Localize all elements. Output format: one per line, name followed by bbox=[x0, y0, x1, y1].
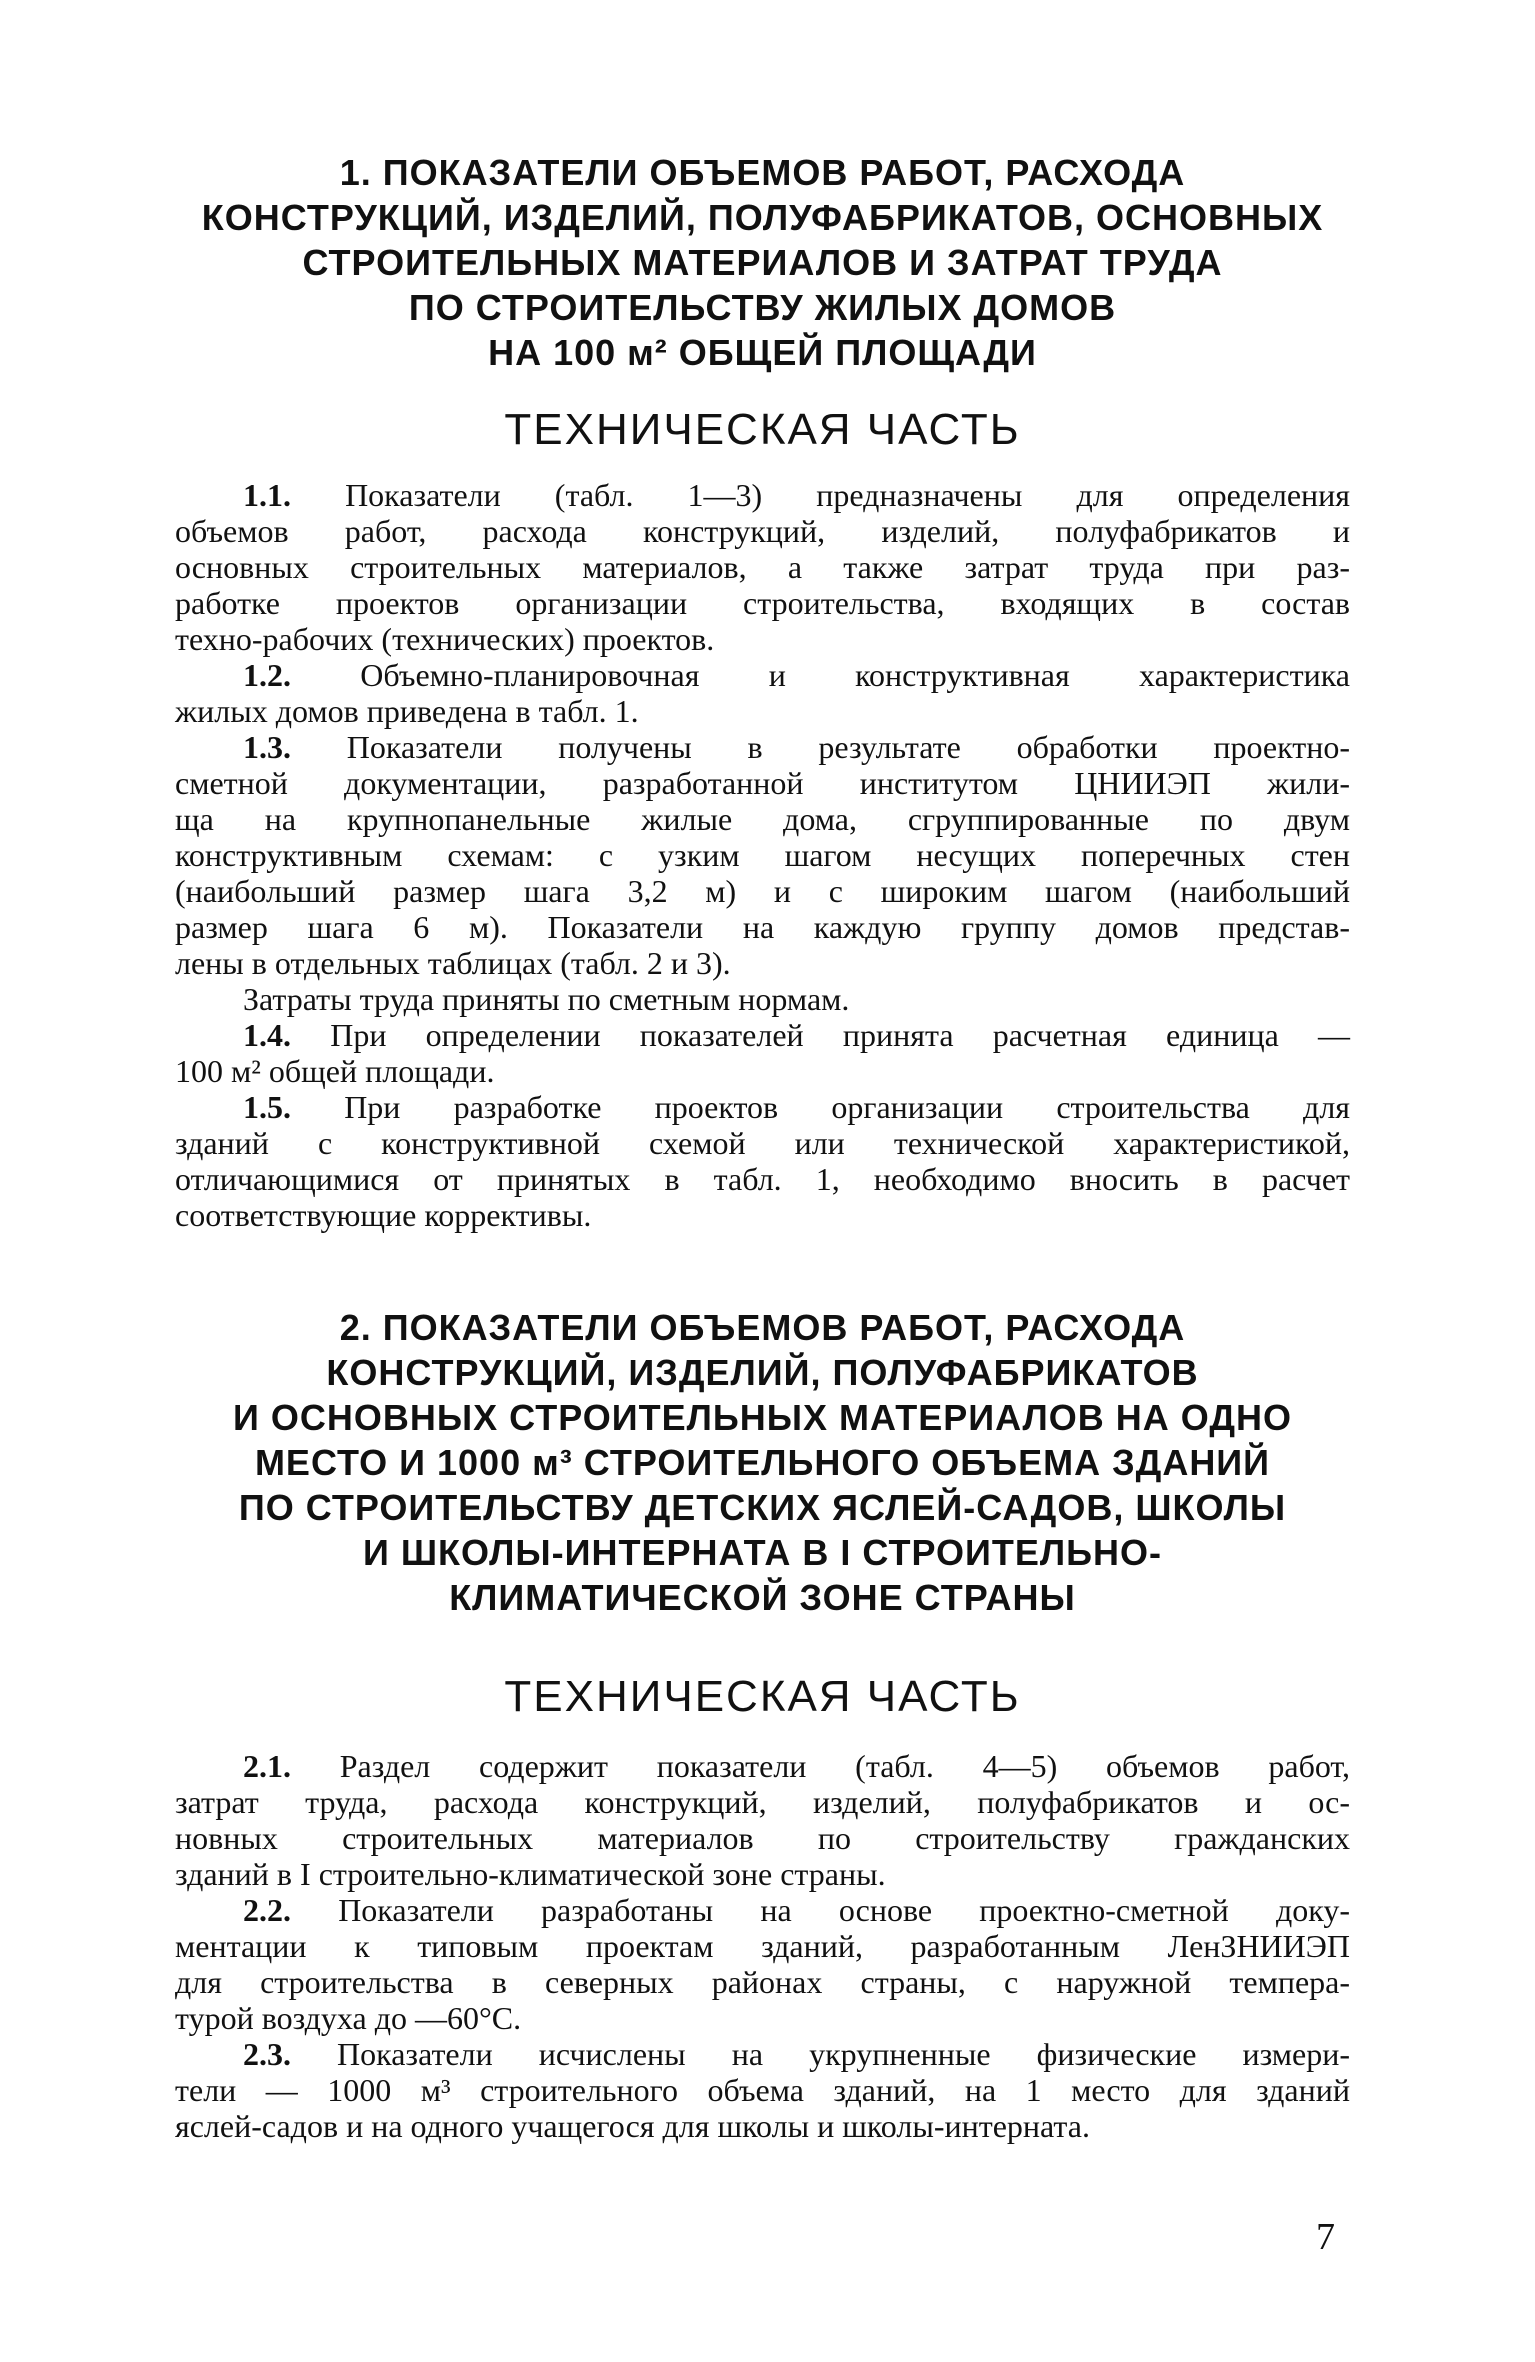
paragraph-line: 2.2. Показатели разработаны на основе проектно-сметной доку- bbox=[243, 1892, 1351, 1928]
paragraph-2-3 bbox=[175, 2036, 1350, 2144]
title-line: ПО СТРОИТЕЛЬСТВУ ЖИЛЫХ ДОМОВ bbox=[408, 287, 1117, 328]
title-line: МЕСТО И 1000 м³ СТРОИТЕЛЬНОГО ОБЪЕМА ЗДАНИЙ bbox=[254, 1442, 1271, 1483]
paragraph-line: 1.1. Показатели (табл. 1—3) предназначены для определения bbox=[243, 477, 1351, 513]
paragraph-line: техно-рабочих (технических) проектов. bbox=[175, 621, 715, 657]
paragraph-line: основных строительных материалов, а также затрат труда при раз- bbox=[175, 549, 1350, 585]
title-line: 1. ПОКАЗАТЕЛИ ОБЪЕМОВ РАБОТ, РАСХОДА bbox=[339, 152, 1186, 193]
title-line: КОНСТРУКЦИЙ, ИЗДЕЛИЙ, ПОЛУФАБРИКАТОВ bbox=[326, 1352, 1199, 1393]
title-line: 2. ПОКАЗАТЕЛИ ОБЪЕМОВ РАБОТ, РАСХОДА bbox=[339, 1307, 1186, 1348]
paragraph-2-2 bbox=[175, 1892, 1350, 2036]
paragraph-line: затрат труда, расхода конструкций, изделий, полуфабрикатов и ос- bbox=[175, 1784, 1350, 1820]
paragraph-line: для строительства в северных районах страны, с наружной темпера- bbox=[175, 1964, 1350, 2000]
paragraph-line: жилых домов приведена в табл. 1. bbox=[175, 693, 639, 729]
paragraph-line: сметной документации, разработанной институтом ЦНИИЭП жили- bbox=[175, 765, 1350, 801]
paragraph-1-3 bbox=[175, 729, 1350, 981]
title-line: ПО СТРОИТЕЛЬСТВУ ДЕТСКИХ ЯСЛЕЙ-САДОВ, ШКОЛЫ bbox=[238, 1487, 1287, 1528]
paragraph-2-1 bbox=[175, 1748, 1350, 1892]
paragraph-1-5 bbox=[175, 1089, 1350, 1233]
title-line: И ОСНОВНЫХ СТРОИТЕЛЬНЫХ МАТЕРИАЛОВ НА ОДНО bbox=[233, 1397, 1292, 1438]
paragraph-line: 1.5. При разработке проектов организации строительства для bbox=[243, 1089, 1351, 1125]
paragraph-line: 1.4. При определении показателей принята расчетная единица — bbox=[243, 1017, 1351, 1053]
paragraph-number: 1.1. bbox=[243, 477, 291, 513]
title-line: И ШКОЛЫ-ИНТЕРНАТА В I СТРОИТЕЛЬНО- bbox=[362, 1532, 1163, 1573]
paragraph-line: 2.1. Раздел содержит показатели (табл. 4—5) объемов работ, bbox=[243, 1748, 1351, 1784]
title-line: СТРОИТЕЛЬНЫХ МАТЕРИАЛОВ И ЗАТРАТ ТРУДА bbox=[302, 242, 1223, 283]
paragraph-number: 2.3. bbox=[243, 2036, 291, 2072]
section-1-body bbox=[175, 477, 1350, 1233]
paragraph-line: размер шага 6 м). Показатели на каждую группу домов представ- bbox=[175, 909, 1350, 945]
section-1-title bbox=[175, 150, 1350, 375]
paragraph-number: 2.1. bbox=[243, 1748, 291, 1784]
paragraph-line: яслей-садов и на одного учащегося для школы и школы-интерната. bbox=[175, 2108, 1090, 2144]
section-1-subtitle: ТЕХНИЧЕСКАЯ ЧАСТЬ bbox=[504, 405, 1021, 454]
paragraph-line: соответствующие коррективы. bbox=[175, 1197, 592, 1233]
paragraph-line: новных строительных материалов по строительству гражданских bbox=[175, 1820, 1350, 1856]
paragraph-line: работке проектов организации строительства, входящих в состав bbox=[175, 585, 1350, 621]
title-line: КОНСТРУКЦИЙ, ИЗДЕЛИЙ, ПОЛУФАБРИКАТОВ, ОСНОВНЫХ bbox=[201, 197, 1324, 238]
paragraph-line: конструктивным схемам: с узким шагом несущих поперечных стен bbox=[175, 837, 1350, 873]
paragraph-number: 1.2. bbox=[243, 657, 291, 693]
paragraph-line: 1.3. Показатели получены в результате обработки проектно- bbox=[243, 729, 1351, 765]
paragraph-line: объемов работ, расхода конструкций, изделий, полуфабрикатов и bbox=[175, 513, 1350, 549]
paragraph-line: ментации к типовым проектам зданий, разработанным ЛенЗНИИЭП bbox=[175, 1928, 1350, 1964]
paragraph-line: Затраты труда приняты по сметным нормам. bbox=[243, 981, 850, 1017]
paragraph-line: зданий в I строительно-климатической зоне страны. bbox=[175, 1856, 886, 1892]
title-line: НА 100 м² ОБЩЕЙ ПЛОЩАДИ bbox=[488, 332, 1037, 373]
section-2-title bbox=[175, 1305, 1350, 1620]
title-line: КЛИМАТИЧЕСКОЙ ЗОНЕ СТРАНЫ bbox=[449, 1577, 1076, 1618]
paragraph-number: 1.4. bbox=[243, 1017, 291, 1053]
section-2-subtitle: ТЕХНИЧЕСКАЯ ЧАСТЬ bbox=[504, 1672, 1021, 1721]
paragraph-line: ща на крупнопанельные жилые дома, сгруппированные по двум bbox=[175, 801, 1350, 837]
paragraph-1-3-note bbox=[175, 981, 1350, 1017]
paragraph-line: тели — 1000 м³ строительного объема зданий, на 1 место для зданий bbox=[175, 2072, 1350, 2108]
paragraph-line: турой воздуха до —60°С. bbox=[175, 2000, 522, 2036]
paragraph-1-2 bbox=[175, 657, 1350, 729]
section-2-body bbox=[175, 1748, 1350, 2144]
paragraph-line: 100 м² общей площади. bbox=[175, 1053, 495, 1089]
paragraph-line: 2.3. Показатели исчислены на укрупненные физические измери- bbox=[243, 2036, 1351, 2072]
paragraph-number: 2.2. bbox=[243, 1892, 291, 1928]
paragraph-number: 1.3. bbox=[243, 729, 291, 765]
paragraph-1-1 bbox=[175, 477, 1350, 657]
paragraph-line: зданий с конструктивной схемой или технической характеристикой, bbox=[175, 1125, 1350, 1161]
paragraph-line: (наибольший размер шага 3,2 м) и с широким шагом (наибольший bbox=[175, 873, 1350, 909]
paragraph-line: 1.2. Объемно-планировочная и конструктивная характеристика bbox=[243, 657, 1351, 693]
paragraph-line: отличающимися от принятых в табл. 1, необходимо вносить в расчет bbox=[175, 1161, 1350, 1197]
paragraph-number: 1.5. bbox=[243, 1089, 291, 1125]
page bbox=[175, 150, 1350, 2144]
paragraph-1-4 bbox=[175, 1017, 1350, 1089]
page-number: 7 bbox=[1316, 2216, 1335, 2258]
paragraph-line: лены в отдельных таблицах (табл. 2 и 3). bbox=[175, 945, 731, 981]
